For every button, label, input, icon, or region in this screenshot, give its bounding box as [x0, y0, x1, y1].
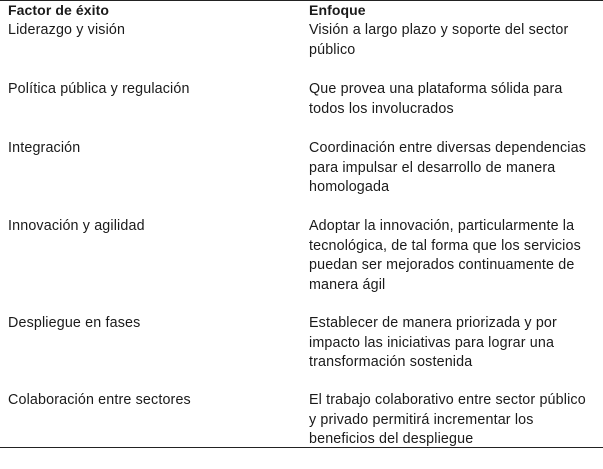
factor-cell: Despliegue en fases	[8, 315, 141, 331]
approach-cell: Establecer de manera priorizada y por impacto las iniciativas para lograr una transformación sostenida	[309, 315, 557, 370]
factor-cell: Colaboración entre sectores	[8, 392, 191, 408]
approach-cell: Visión a largo plazo y soporte del sector público	[309, 22, 569, 58]
approach-cell: Coordinación entre diversas dependencias para impulsar el desarrollo de manera homologada	[309, 140, 587, 195]
table-header-row	[0, 0, 603, 18]
approach-cell: Que provea una plataforma sólida para todos los involucrados	[309, 81, 563, 117]
approach-cell: Adoptar la innovación, particularmente la tecnológica, de tal forma que los servicios puedan ser mejorados continuamente de manera ágil	[309, 218, 581, 293]
factor-cell: Innovación y agilidad	[8, 218, 145, 234]
header-factor: Factor de éxito	[8, 2, 110, 18]
factor-cell: Liderazgo y visión	[8, 22, 126, 38]
approach-cell: El trabajo colaborativo entre sector público y privado permitirá incrementar los beneficios del despliegue	[309, 392, 586, 447]
table-bottom-rule	[0, 447, 603, 448]
header-approach: Enfoque	[309, 2, 366, 18]
factor-cell: Integración	[8, 140, 81, 156]
factor-cell: Política pública y regulación	[8, 81, 190, 97]
